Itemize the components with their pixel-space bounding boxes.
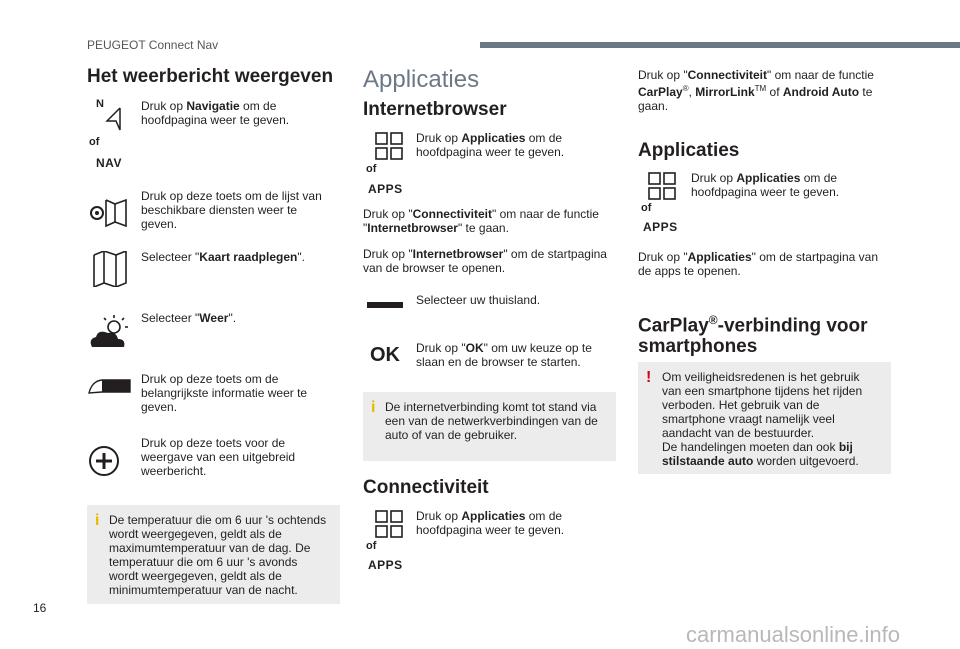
or-label: of xyxy=(641,202,652,214)
step-detailed: Druk op deze toets voor de weergave van een uitgebreid weerbericht. xyxy=(141,436,296,478)
info-icon: i xyxy=(371,399,376,416)
carplay-heading: CarPlay®-verbinding voor smartphones xyxy=(638,313,868,358)
applications-heading: Applicaties xyxy=(638,140,740,161)
apps-label: APPS xyxy=(368,558,403,572)
weather-heading: Het weerbericht weergeven xyxy=(87,66,334,87)
step-info: Druk op deze toets om de belangrijkste informatie weer te geven. xyxy=(141,372,308,414)
internetbrowser-heading: Internetbrowser xyxy=(363,99,507,120)
apps-label: APPS xyxy=(368,182,403,196)
page-number: 16 xyxy=(33,601,47,615)
para-connectivity-functions: Druk op "Connectiviteit" om naar de functie CarPlay®, MirrorLink™ of Android Auto te gaan. xyxy=(638,68,874,113)
step-map: Selecteer "Kaart raadplegen". xyxy=(141,250,305,264)
add-plus-icon xyxy=(88,445,120,477)
weather-info-icon xyxy=(88,376,132,396)
step-apps-col3: Druk op Applicaties om de hoofdpagina weer te geven. xyxy=(691,171,840,199)
apps-grid-icon xyxy=(375,132,403,160)
apps-label: APPS xyxy=(643,220,678,234)
info-note-internet: i De internetverbinding komt tot stand via een van de netwerkverbindingen van de auto of van de gebruiker. xyxy=(363,392,616,461)
step-navigation: Druk op Navigatie om de hoofdpagina weer te geven. xyxy=(141,99,290,127)
selection-bar-icon xyxy=(367,302,403,310)
or-label: of xyxy=(366,163,377,175)
apps-grid-icon xyxy=(375,510,403,538)
para-connectivity: Druk op "Connectiviteit" om naar de functie "Internetbrowser" te gaan. xyxy=(363,207,599,235)
step-apps-connect: Druk op Applicaties om de hoofdpagina weer te geven. xyxy=(416,509,565,537)
step-weather: Selecteer "Weer". xyxy=(141,311,237,325)
apps-grid-icon xyxy=(648,172,676,200)
connectivity-heading: Connectiviteit xyxy=(363,477,489,498)
para-apps-start: Druk op "Applicaties" om de startpagina van de apps te openen. xyxy=(638,250,878,278)
warning-icon: ! xyxy=(646,369,652,386)
or-label: of xyxy=(89,136,100,148)
step-select-home: Selecteer uw thuisland. xyxy=(416,293,541,307)
info-note-temperature: i De temperatuur die om 6 uur 's ochtends wordt weergegeven, geldt als de maximumtemperatuur van de dag. De temperatuur die om 6 uur 's avonds wordt weergegeven, geldt als de minimumtemperatuur van de nacht. xyxy=(87,505,340,604)
info-icon: i xyxy=(95,512,100,529)
warning-note-smartphone: ! Om veiligheidsredenen is het gebruik van een smartphone tijdens het rijden verboden. Het gebruik van de smartphone vraagt namelijk veel aandacht van de bestuurder. De handelingen moeten dan ook bij stilstaande auto worden uitgevoerd. xyxy=(638,362,891,474)
para-browser: Druk op "Internetbrowser" om de startpagina van de browser te openen. xyxy=(363,247,607,275)
header-bar xyxy=(480,42,960,48)
or-label: of xyxy=(366,540,377,552)
map-icon xyxy=(92,251,128,287)
applications-title: Applicaties xyxy=(363,66,480,93)
running-header: PEUGEOT Connect Nav xyxy=(87,38,219,52)
watermark: carmanualsonline.info xyxy=(686,622,901,647)
step-services: Druk op deze toets om de lijst van beschikbare diensten weer te geven. xyxy=(141,189,322,231)
services-list-icon xyxy=(88,197,130,229)
weather-icon xyxy=(88,315,132,351)
step-apps: Druk op Applicaties om de hoofdpagina weer te geven. xyxy=(416,131,565,159)
nav-label: NAV xyxy=(96,156,122,170)
step-ok: Druk op "OK" om uw keuze op te slaan en de browser te starten. xyxy=(416,341,592,369)
ok-button-icon: OK xyxy=(370,344,400,366)
